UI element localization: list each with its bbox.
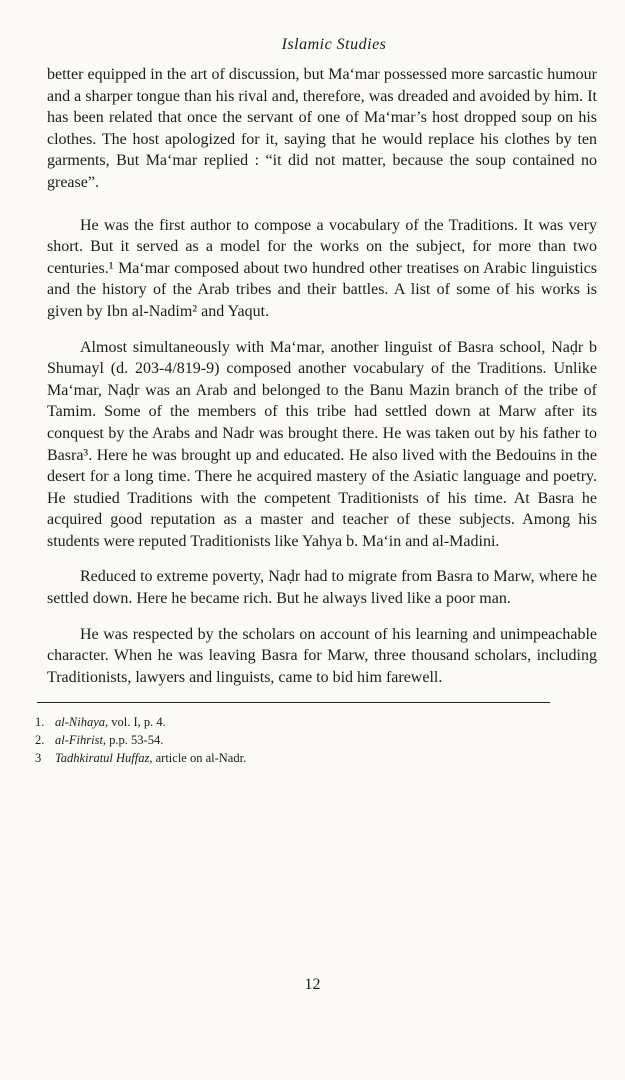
footnote-2 bbox=[35, 731, 597, 749]
footnote-source: Tadhkiratul Huffaz, bbox=[55, 751, 153, 766]
footnote-detail: p.p. 53-54. bbox=[106, 733, 164, 748]
running-head: Islamic Studies bbox=[281, 36, 387, 53]
paragraph-4: Reduced to extreme poverty, Naḍr had to migrate from Basra to Marw, where he settled down. Here he became rich. But he always lived like a poor man. bbox=[47, 568, 597, 608]
footnote-number: 1. bbox=[35, 715, 45, 730]
footnote-source: al-Nihaya, bbox=[55, 715, 109, 730]
paragraph-5: He was respected by the scholars on account of his learning and unimpeachable character. When he was leaving Basra for Marw, three thousand scholars, including Traditionists, lawyers and linguists, came to bid him farewell. bbox=[47, 625, 597, 686]
footnote-detail: vol. I, p. 4. bbox=[108, 715, 166, 730]
footnote-3 bbox=[35, 749, 597, 767]
footnote-source: al-Fihrist, bbox=[55, 733, 107, 748]
footnote-1 bbox=[35, 713, 597, 731]
paragraph-2: He was the first author to compose a vocabulary of the Traditions. It was very short. But it served as a model for the works on the subject, for more than two centuries.¹ Ma‘mar composed about two hundred other treatises on Arabic linguistics and the history of the Arab tribes and their battles. A list of some of his works is given by Ibn al-Nadim² and Yaqut. bbox=[47, 216, 597, 320]
page-body bbox=[35, 34, 597, 767]
footnote-detail: article on al-Nadr. bbox=[152, 751, 247, 766]
page-number: 12 bbox=[304, 976, 321, 993]
paragraph-3: Almost simultaneously with Ma‘mar, another linguist of Basra school, Naḍr b Shumayl (d. 203-4/819-9) composed another vocabulary of the Traditions. Unlike Ma‘mar, Naḍr was an Arab and belonged to the Banu Mazin branch of the tribe of Tamim. Some of the members of this tribe had settled down at Marw after its conquest by the Arabs and Nadr was brought there. He was taken out by his father to Basra³. Here he was brought up and educated. He also lived with the Bedouins in the desert for a long time. There he acquired mastery of the Asiatic language and poetry. He studied Traditions with the competent Traditionists of his time. At Basra he acquired good reputation as a master and teacher of these subjects. Among his students were reputed Traditionists like Yahya b. Ma‘in and al-Madini. bbox=[47, 338, 597, 550]
footnote-number: 2. bbox=[35, 733, 45, 748]
footnote-number: 3 bbox=[35, 751, 42, 766]
footnote-divider bbox=[37, 702, 550, 703]
paragraph-1: better equipped in the art of discussion, but Ma‘mar possessed more sarcastic humour and a sharper tongue than his rival and, therefore, was dreaded and avoided by him. It has been related that once the servant of one of Ma‘mar’s host dropped soup on his clothes. The host apologized for it, saying that he would replace his clothes by ten garments, But Ma‘mar replied : “it did not matter, because the soup contained no grease”. bbox=[47, 66, 597, 191]
footnotes bbox=[35, 713, 597, 767]
